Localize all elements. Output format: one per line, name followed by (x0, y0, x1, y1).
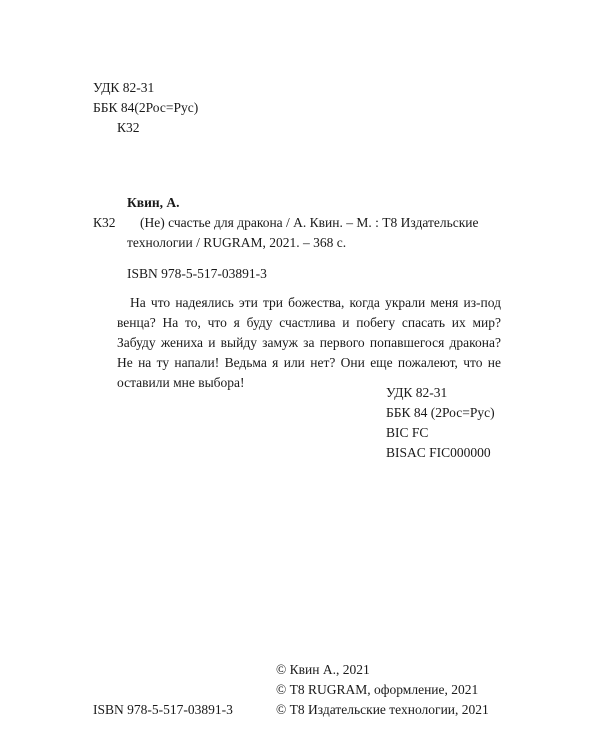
entry-title-line2: технологии / RUGRAM, 2021. – 368 с. (127, 235, 347, 250)
classification-block (386, 383, 495, 463)
entry-title-line1: (Не) счастье для дракона / А. Квин. – М. : Т8 Издательские (140, 215, 479, 230)
header-udk: УДК 82-31 (93, 80, 155, 95)
classification-bbk: ББК 84 (2Рос=Рус) (386, 405, 495, 420)
classification-bisac: BISAC FIC000000 (386, 445, 491, 460)
header-bbk: ББК 84(2Рос=Рус) (93, 100, 199, 115)
annotation-text: На что надеялись эти три божества, когда украли меня из-под венца? На то, что я буду счастлива и побегу спасать их мир? Забуду жениха и выйду замуж за первого попавшегося дракона? Не на ту напали! Ведьма я или нет? Они еще пожалеют, что не оставили мне выбора! (117, 295, 501, 390)
classification-bic: BIC FC (386, 425, 429, 440)
copyright-block (276, 660, 489, 720)
entry-isbn: ISBN 978-5-517-03891-3 (127, 266, 267, 281)
copyright-author: © Квин А., 2021 (276, 662, 370, 677)
copyright-design: © Т8 RUGRAM, оформление, 2021 (276, 682, 479, 697)
classification-udk: УДК 82-31 (386, 385, 448, 400)
entry-code: К32 (93, 215, 116, 230)
copyright-publisher: © Т8 Издательские технологии, 2021 (276, 702, 489, 717)
header-code: К32 (117, 120, 140, 135)
entry-author: Квин, А. (127, 195, 180, 210)
footer-isbn: ISBN 978-5-517-03891-3 (93, 702, 233, 717)
